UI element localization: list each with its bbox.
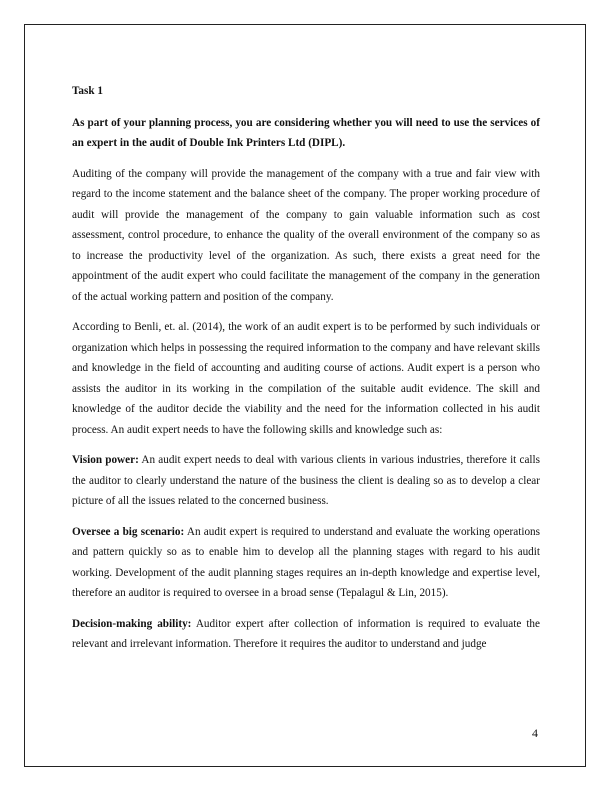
skill-text: An audit expert needs to deal with various clients in various industries, therefore it calls the auditor to clearly understand the nature of the business the client is dealing so as to develop a clear picture of all the issues related to the concerned business. — [72, 454, 540, 507]
skill-text: Auditor expert after collection of information is required to evaluate the relevant and irrelevant information. Therefore it requires the auditor to understand and judge — [72, 617, 540, 650]
task-title: Task 1 — [72, 85, 103, 97]
skill-term: Decision-making ability: — [72, 617, 192, 630]
paragraph-audit-expert: According to Benli, et. al. (2014), the work of an audit expert is to be performed by such individuals or organization which helps in possessing the required information to the company and have relevant skills and knowledge in the field of accounting and auditing course of actions. Audit expert is a person who assists the auditor in its working in the compilation of the suitable audit evidence. The skill and knowledge of the auditor decide the viability and the need for the information collected in his audit process. An audit expert needs to have the following skills and knowledge such as: — [72, 321, 540, 436]
skill-term: Vision power: — [72, 454, 139, 466]
page-number: 4 — [532, 726, 538, 740]
skill-vision-power — [72, 450, 540, 512]
skill-decision-making — [72, 614, 540, 655]
skill-oversee-scenario — [72, 522, 540, 604]
skill-text: An audit expert is required to understand and evaluate the working operations and pattern quickly so as to enable him to develop all the planning stages with regard to his audit working. Development of the audit planning stages requires an in-depth knowledge and expertise level, therefore an auditor is required to oversee in a broad sense (Tepalagul & Lin, 2015). — [72, 525, 540, 599]
skill-term: Oversee a big scenario: — [72, 525, 185, 538]
paragraph-audit-benefits: Auditing of the company will provide the management of the company with a true and fair view with regard to the income statement and the balance sheet of the company. The proper working procedure of audit will provide the management of the company to gain valuable information such as cost assessment, control procedure, to enhance the quality of the overall environment of the company so as to increase the productivity level of the organization. As such, there exists a great need for the appointment of the audit expert who could facilitate the management of the company in the generation of the actual working pattern and position of the company. — [72, 167, 540, 303]
document-body — [72, 81, 540, 665]
task-question: As part of your planning process, you are considering whether you will need to use the services of an expert in the audit of Double Ink Printers Ltd (DIPL). — [72, 116, 540, 149]
